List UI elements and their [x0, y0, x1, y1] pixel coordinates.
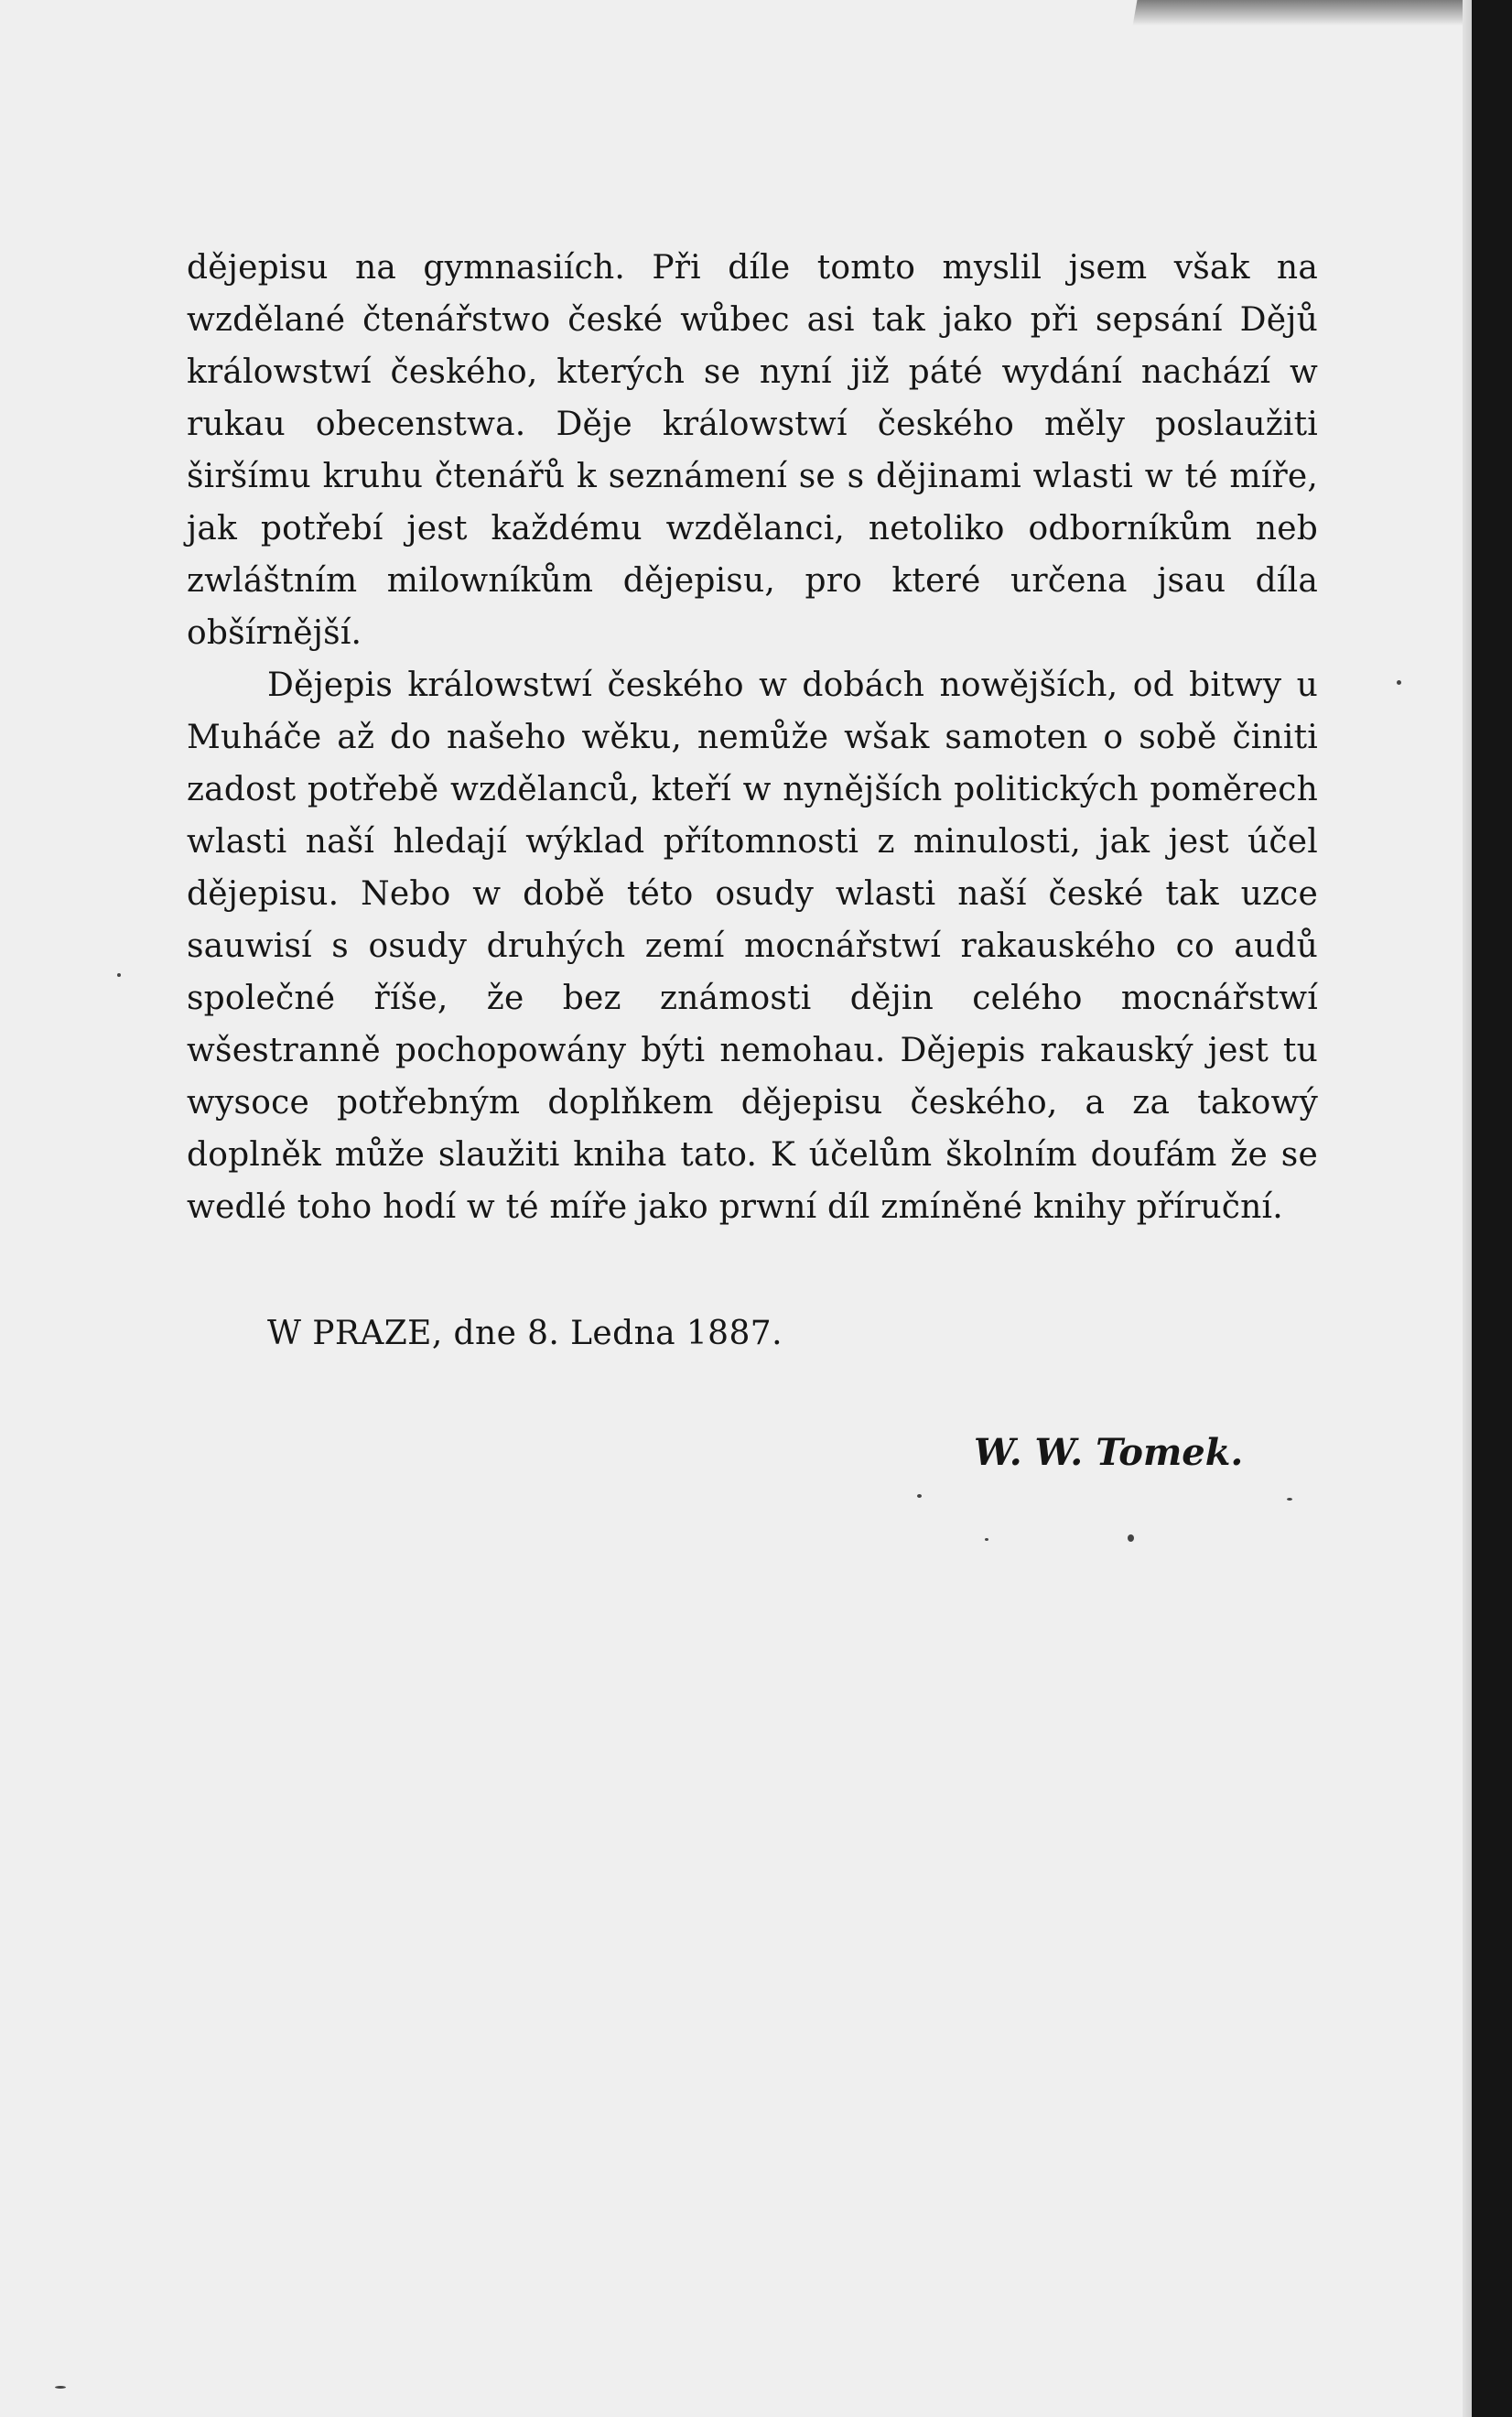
- author-signature: W. W. Tomek.: [974, 1431, 1244, 1474]
- preface-text: [187, 242, 1318, 1233]
- scan-speck: [117, 973, 121, 977]
- scan-speck: [985, 1538, 988, 1541]
- scan-speck: [1397, 680, 1401, 685]
- scan-speck: [55, 2386, 66, 2389]
- dateline: W PRAZE, dne 8. Ledna 1887.: [267, 1315, 783, 1352]
- scan-speck: [1287, 1498, 1292, 1501]
- scan-speck: [1128, 1534, 1134, 1542]
- page-edge: [1463, 0, 1472, 2417]
- scan-top-shadow: [1133, 0, 1472, 26]
- paragraph-1: dějepisu na gymnasiích. Při díle tomto myslil jsem však na wzdělané čtenářstwo české wůbec asi tak jako při sepsání Dějů králowstwí českého, kterých se nyní již páté wydání nachází w rukau obecenstwa. Děje králowstwí českého měly poslaužiti širšímu kruhu čtenářů k seznámení se s dějinami wlasti w té míře, jak potřebí jest každému wzdělanci, netoliko odborníkům neb zwláštním milowníkům dějepisu, pro které určena jsau díla obšírnější.: [187, 249, 1318, 652]
- scan-speck: [917, 1494, 922, 1498]
- paragraph-2: Dějepis králowstwí českého w dobách nowějších, od bitwy u Muháče až do našeho wěku, nemůže wšak samoten o sobě činiti zadost potřebě wzdělanců, kteří w nynějších politických poměrech wlasti naší hledají wýklad přítomnosti z minulosti, jak jest účel dějepisu. Nebo w době této osudy wlasti naší české tak uzce sauwisí s osudy druhých zemí mocnářstwí rakauského co audů společné říše, že bez známosti dějin celého mocnářstwí wšestranně pochopowány býti nemohau. Dějepis rakauský jest tu wysoce potřebným doplňkem dějepisu českého, a za takowý doplněk může slaužiti kniha tato. K účelům školním doufám že se wedlé toho hodí w té míře jako prwní díl zmíněné knihy příruční.: [187, 667, 1318, 1226]
